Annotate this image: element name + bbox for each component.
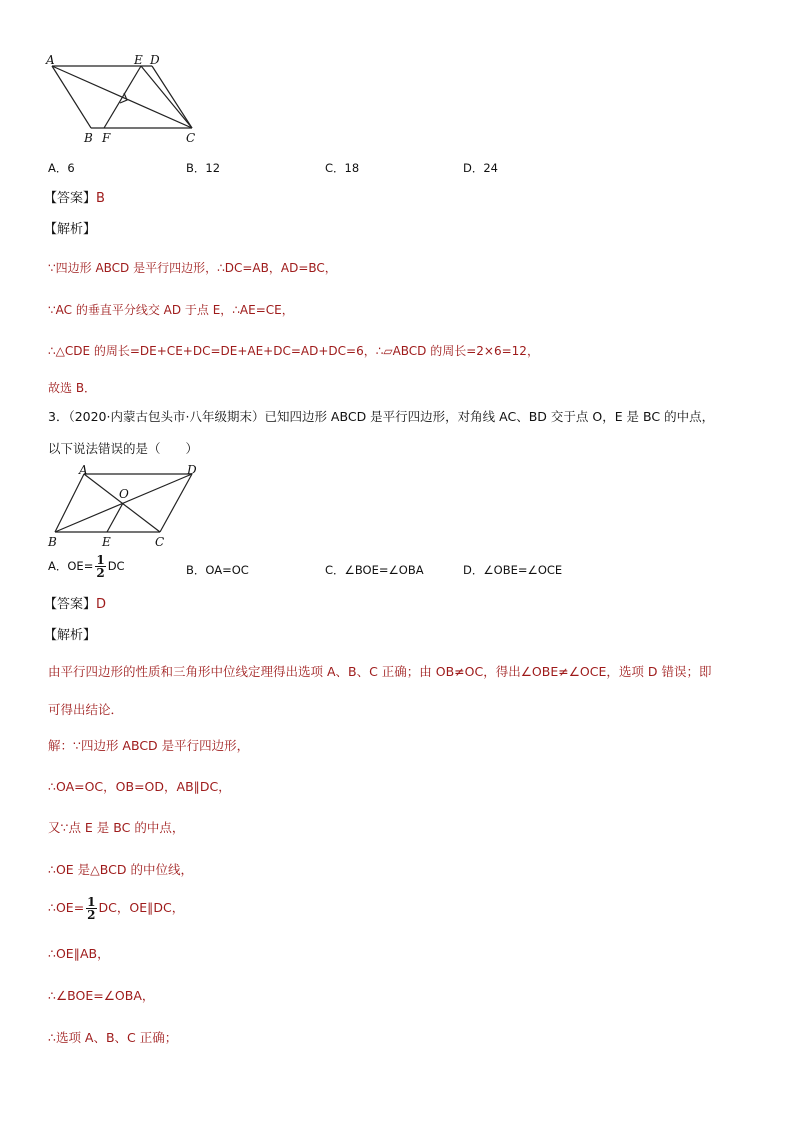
- fig1-label-f: F: [102, 131, 111, 145]
- q2-option-c: C．18: [325, 161, 360, 175]
- fig1-label-b: B: [84, 131, 93, 145]
- q3-option-a: A．OE= $\frac{1}{2}$ DC: [48, 553, 125, 580]
- q3-answer: 【答案】D: [44, 597, 107, 612]
- q3-analysis-label: 【解析】: [44, 628, 97, 643]
- fig1-label-c: C: [186, 131, 196, 145]
- fraction-half: $\frac{1}{2}$: [87, 895, 96, 922]
- q3-solution-line: ∴OE 是△BCD 的中位线，: [48, 862, 193, 877]
- fraction-half: $\frac{1}{2}$: [96, 553, 105, 580]
- q3-option-b: B．OA=OC: [186, 563, 249, 577]
- q3-option-c: C．∠BOE=∠OBA: [325, 563, 424, 577]
- q2-answer: 【答案】B: [44, 191, 105, 206]
- fig2-label-b: B: [48, 535, 57, 549]
- q2-option-d: D．24: [463, 161, 498, 175]
- q3-solution-line: 解：∵四边形 ABCD 是平行四边形，: [48, 738, 250, 753]
- q3-option-d: D．∠OBE=∠OCE: [463, 563, 563, 577]
- q3-stem: 以下说法错误的是（ ）: [48, 441, 199, 456]
- q3-summary: 可得出结论．: [48, 702, 124, 717]
- q2-option-a: A．6: [48, 161, 75, 175]
- q3-solution-line: ∴∠BOE=∠OBA，: [48, 988, 155, 1003]
- fig1-label-a: A: [46, 53, 55, 67]
- fig2-label-c: C: [155, 535, 165, 549]
- q3-solution-line: ∴选项 A、B、C 正确；: [48, 1030, 178, 1045]
- q3-solution-line: ∴OA=OC，OB=OD，AB∥DC，: [48, 779, 231, 794]
- q2-analysis-line: ∵AC 的垂直平分线交 AD 于点 E，∴AE=CE，: [48, 303, 294, 317]
- figure-parallelogram-q3: [42, 462, 212, 552]
- q2-analysis-label: 【解析】: [44, 222, 97, 237]
- fig1-label-e: E: [134, 53, 143, 67]
- q2-analysis-line: 故选 B．: [48, 381, 97, 395]
- q3-solution-line: ∴OE= $\frac{1}{2}$ DC，OE∥DC，: [48, 895, 185, 922]
- q3-solution-line: 又∵点 E 是 BC 的中点，: [48, 820, 185, 835]
- fig2-label-o: O: [119, 487, 129, 501]
- q2-option-b: B．12: [186, 161, 221, 175]
- figure-parallelogram-q2: [40, 48, 210, 148]
- q2-analysis-line: ∴△CDE 的周长=DE+CE+DC=DE+AE+DC=AD+DC=6，∴▱ABCD 的周长=2×6=12，: [48, 344, 539, 358]
- fig1-label-d: D: [150, 53, 160, 67]
- fig2-label-a: A: [79, 463, 88, 477]
- fig2-label-e: E: [102, 535, 111, 549]
- q3-solution-line: ∴OE∥AB，: [48, 946, 110, 961]
- q2-analysis-line: ∵四边形 ABCD 是平行四边形，∴DC=AB，AD=BC，: [48, 261, 337, 275]
- fig2-label-d: D: [187, 463, 197, 477]
- q3-stem: 3．（2020·内蒙古包头市·八年级期末）已知四边形 ABCD 是平行四边形，对角线 AC、BD 交于点 O，E 是 BC 的中点，: [48, 409, 715, 424]
- q3-summary: 由平行四边形的性质和三角形中位线定理得出选项 A、B、C 正确；由 OB≠OC，得出∠OBE≠∠OCE，选项 D 错误；即: [48, 664, 712, 679]
